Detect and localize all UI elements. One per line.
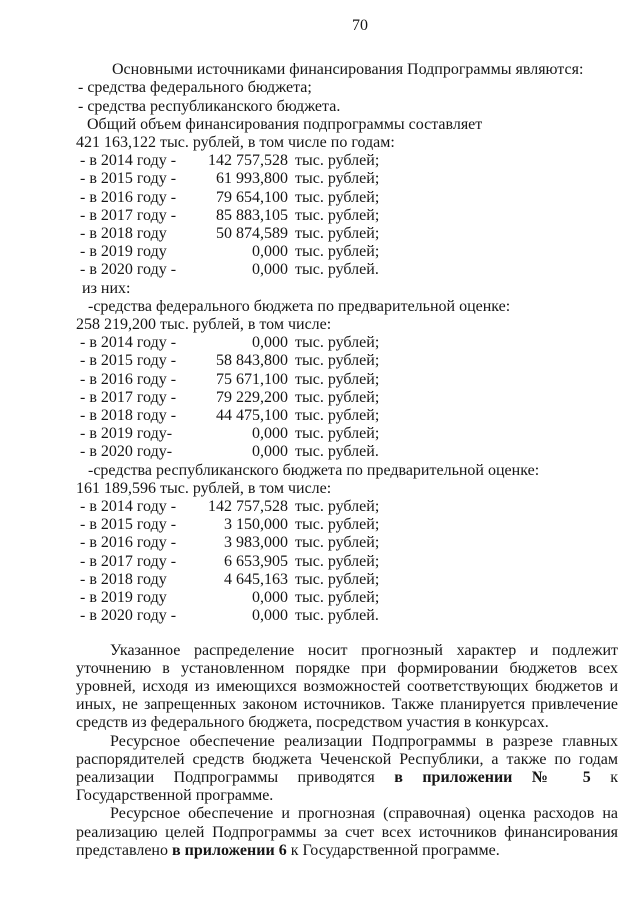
amount-units: тыс. рублей; — [295, 206, 380, 224]
amount-units: тыс. рублей; — [295, 570, 380, 588]
total-financing-amount: 421 163,122 тыс. рублей, в том числе по годам: — [76, 134, 395, 152]
paragraph-2-line: распорядителей средств бюджета Чеченской Республики, а также по годам — [76, 750, 618, 768]
finance-row-republican-2014 — [76, 498, 618, 516]
amount-units: тыс. рублей. — [295, 261, 379, 279]
finance-row-federal-2018 — [76, 407, 618, 425]
finance-row-republican-2016 — [76, 534, 618, 552]
amount-value: 85 883,105 — [216, 206, 288, 224]
amount-value: 0,000 — [252, 443, 288, 461]
federal-amount: 258 219,200 тыс. рублей, в том числе: — [76, 316, 332, 334]
amount-units: тыс. рублей; — [295, 516, 380, 534]
total-financing-intro: Общий объем финансирования подпрограммы составляет — [87, 115, 483, 133]
year-label: - в 2014 году - — [80, 334, 177, 352]
document-content — [0, 61, 640, 860]
amount-value: 3 983,000 — [224, 534, 288, 552]
amount-value: 0,000 — [252, 243, 288, 261]
year-label: - в 2014 году - — [80, 152, 177, 170]
finance-row-federal-2019 — [76, 425, 618, 443]
amount-value: 79 229,200 — [216, 388, 288, 406]
amount-units: тыс. рублей; — [295, 534, 380, 552]
year-label: - в 2020 году - — [80, 261, 177, 279]
paragraph-2-text: к — [610, 768, 619, 786]
finance-row-total-2014 — [76, 152, 618, 170]
amount-units: тыс. рублей; — [295, 425, 380, 443]
amount-value: 3 150,000 — [224, 516, 288, 534]
amount-value: 0,000 — [252, 607, 288, 625]
paragraph-1-line: уровней, исходя из имеющихся возможностей соответствующих бюджетов и — [76, 677, 618, 695]
finance-row-federal-2015 — [76, 352, 618, 370]
source-item-federal: - средства федерального бюджета; — [78, 79, 312, 97]
year-label: - в 2016 году - — [80, 188, 177, 206]
year-label: - в 2015 году - — [80, 170, 177, 188]
amount-value: 75 671,100 — [216, 370, 288, 388]
amount-value: 142 757,528 — [208, 498, 288, 516]
amount-units: тыс. рублей; — [295, 407, 380, 425]
year-label: - в 2017 году - — [80, 388, 177, 406]
amount-units: тыс. рублей; — [295, 170, 380, 188]
finance-row-republican-2018 — [76, 571, 618, 589]
paragraph-3-text: представлено — [76, 841, 168, 859]
year-label: - в 2020 году- — [80, 443, 173, 461]
finance-row-federal-2020 — [76, 443, 618, 461]
finance-row-federal-2016 — [76, 371, 618, 389]
year-label: - в 2014 году - — [80, 498, 177, 516]
paragraph-2-line — [76, 769, 618, 787]
finance-row-federal-2014 — [76, 334, 618, 352]
appendix-6-reference: в приложении 6 — [171, 841, 287, 859]
paragraph-3-line: Ресурсное обеспечение и прогнозная (справочная) оценка расходов на — [110, 805, 618, 823]
amount-units: тыс. рублей; — [295, 552, 380, 570]
federal-heading: -средства федерального бюджета по предварительной оценке: — [88, 297, 511, 315]
finance-row-total-2015 — [76, 170, 618, 188]
amount-units: тыс. рублей; — [295, 370, 380, 388]
amount-units: тыс. рублей; — [295, 589, 380, 607]
page-number: 70 — [352, 17, 368, 34]
amount-value: 0,000 — [252, 589, 288, 607]
amount-value: 6 653,905 — [224, 552, 288, 570]
amount-value: 50 874,589 — [216, 225, 288, 243]
finance-row-total-2019 — [76, 243, 618, 261]
year-label: - в 2016 году - — [80, 370, 177, 388]
amount-units: тыс. рублей; — [295, 388, 380, 406]
finance-row-federal-2017 — [76, 389, 618, 407]
appendix-5-reference: в приложении № 5 — [394, 768, 591, 786]
year-label: - в 2018 году - — [80, 407, 177, 425]
paragraph-3-line: реализацию целей Подпрограммы за счет всех источников финансирования — [76, 823, 618, 841]
year-label: - в 2019 году — [80, 243, 167, 261]
amount-value: 61 993,800 — [216, 170, 288, 188]
year-label: - в 2016 году - — [80, 534, 177, 552]
year-label: - в 2015 году - — [80, 516, 177, 534]
paragraph-1-line: уточнению в установленном порядке при формировании бюджетов всех — [76, 659, 618, 677]
of-them-label: из них: — [82, 279, 131, 297]
republican-heading: -средства республиканского бюджета по предварительной оценке: — [88, 461, 540, 479]
amount-units: тыс. рублей; — [295, 243, 380, 261]
amount-value: 44 475,100 — [216, 407, 288, 425]
amount-units: тыс. рублей; — [295, 334, 380, 352]
finance-row-total-2020 — [76, 261, 618, 279]
amount-value: 58 843,800 — [216, 352, 288, 370]
amount-value: 4 645,163 — [224, 570, 288, 588]
paragraph-1-line: Указанное распределение носит прогнозный характер и подлежит — [110, 641, 618, 659]
amount-units: тыс. рублей. — [295, 443, 379, 461]
year-label: - в 2019 году — [80, 589, 167, 607]
amount-units: тыс. рублей; — [295, 188, 380, 206]
paragraph-2-line: Ресурсное обеспечение реализации Подпрограммы в разрезе главных — [110, 732, 618, 750]
amount-value: 79 654,100 — [216, 188, 288, 206]
paragraph-2-text: реализации Подпрограммы приводятся — [76, 768, 375, 786]
paragraph-3-line — [76, 842, 618, 860]
year-label: - в 2018 году — [80, 225, 167, 243]
year-label: - в 2015 году - — [80, 352, 177, 370]
year-label: - в 2017 году - — [80, 206, 177, 224]
paragraph-1-line: иных, не запрещенных законом источников. Также планируется привлечение — [76, 696, 618, 714]
paragraph-3-text: к Государственной программе. — [290, 841, 500, 859]
amount-units: тыс. рублей. — [295, 607, 379, 625]
amount-value: 0,000 — [252, 261, 288, 279]
finance-row-republican-2020 — [76, 607, 618, 625]
source-item-republican: - средства республиканского бюджета. — [78, 97, 341, 115]
year-label: - в 2017 году - — [80, 552, 177, 570]
amount-units: тыс. рублей; — [295, 498, 380, 516]
finance-row-total-2018 — [76, 225, 618, 243]
year-label: - в 2020 году - — [80, 607, 177, 625]
year-label: - в 2019 году- — [80, 425, 173, 443]
finance-row-total-2017 — [76, 207, 618, 225]
amount-units: тыс. рублей; — [295, 225, 380, 243]
amount-value: 142 757,528 — [208, 152, 288, 170]
amount-value: 0,000 — [252, 425, 288, 443]
finance-row-republican-2015 — [76, 516, 618, 534]
finance-row-total-2016 — [76, 189, 618, 207]
finance-row-republican-2017 — [76, 553, 618, 571]
amount-value: 0,000 — [252, 334, 288, 352]
paragraph-1-line: средств из федерального бюджета, посредством участия в конкурсах. — [76, 714, 549, 732]
amount-units: тыс. рублей; — [295, 352, 380, 370]
closing-paragraphs — [76, 642, 618, 860]
paragraph-2-line: Государственной программе. — [76, 787, 274, 805]
amount-units: тыс. рублей; — [295, 152, 380, 170]
intro-lead: Основными источниками финансирования Подпрограммы являются: — [112, 61, 584, 79]
finance-row-republican-2019 — [76, 589, 618, 607]
year-label: - в 2018 году — [80, 570, 167, 588]
republican-amount: 161 189,596 тыс. рублей, в том числе: — [76, 479, 332, 497]
